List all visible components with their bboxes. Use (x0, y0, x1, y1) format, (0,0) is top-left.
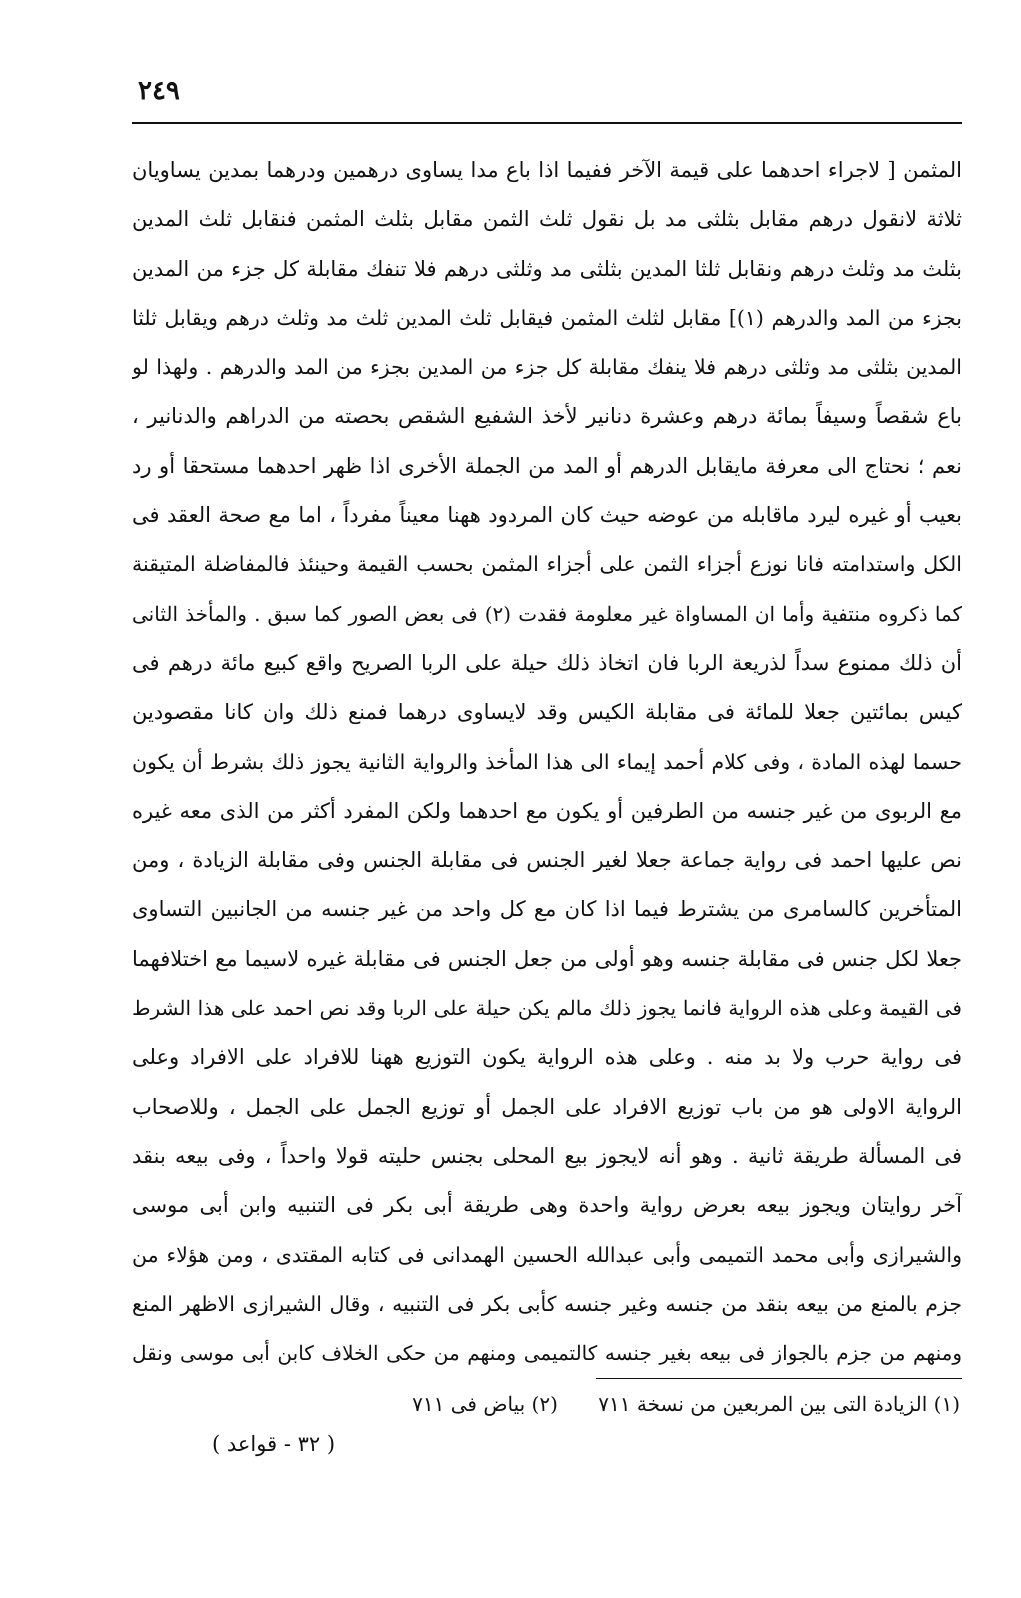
text-line: جعلا لكل جنس فى مقابلة جنسه وهو أولى من جعل الجنس فى مقابلة غيره لاسيما مع اختلافهما (132, 946, 962, 971)
printer-signature: ( ٣٢ - قواعد ) (212, 1432, 336, 1456)
text-line: بجزء من المد والدرهم (١)] مقابل لثلث المثمن فيقابل ثلث المدين ثلث مد وثلث درهم ويقابل ثلثا (132, 305, 962, 330)
text-line: المتأخرين كالسامرى من يشترط فيما اذا كان مع كل واحد من غير جنسه من الجانبين التساوى (132, 897, 962, 922)
text-line: المدين بثلثى مد وثلثى درهم فلا ينفك مقابلة كل جزء من المدين بجزء من المد والدرهم . ولهذا لو (132, 355, 962, 380)
text-line: فى القيمة وعلى هذه الرواية فانما يجوز ذلك مالم يكن حيلة على الربا وقد نص احمد على هذا الشرط (132, 996, 962, 1021)
text-line: بثلث مد وثلث درهم ونقابل ثلثا المدين بثلثى مد وثلثى درهم فلا تنفك مقابلة كل جزء من المدين (132, 256, 962, 281)
text-line: كيس بمائتين جعلا للمائة فى مقابلة الكيس وقد لايساوى درهما فمنع ذلك وان كانا مقصودين (132, 700, 962, 725)
footnote: (١) الزيادة التى بين المربعين من نسخة ٧١١ (598, 1392, 960, 1416)
text-line: أن ذلك ممنوع سداً لذريعة الربا فان اتخاذ ذلك حيلة على الربا الصريح واقع كبيع مائة درهم فى (132, 650, 962, 675)
text-line: والشيرازى وأبى محمد التميمى وأبى عبدالله الحسين الهمدانى فى كتابه المقتدى ، ومن هؤلاء من (132, 1242, 962, 1267)
body-text (132, 146, 962, 1378)
text-line: آخر روايتان ويجوز بيعه بعرض رواية واحدة وهى طريقة أبى بكر فى التنبيه وابن أبى موسى (132, 1193, 962, 1218)
text-line: حسما لهذه المادة ، وفى كلام أحمد إيماء الى هذا المأخذ والرواية الثانية يجوز ذلك بشرط أن يكون (132, 749, 962, 774)
text-line: جزم بالمنع من بيعه بنقد من جنسه وغير جنسه كأبى بكر فى التنبيه ، وقال الشيرازى الاظهر المنع (132, 1291, 962, 1316)
text-line: المثمن [ لاجراء احدهما على قيمة الآخر ففيما اذا باع مدا يساوى درهمين ودرهما بمدين يساويان (132, 158, 962, 182)
page-number: ٢٤٩ (138, 76, 180, 106)
text-line: الرواية الاولى هو من باب توزيع الافراد على الجمل أو توزيع الجمل على الجمل ، وللاصحاب (132, 1094, 962, 1119)
text-line: نص عليها احمد فى رواية جماعة جعلا لغير الجنس فى مقابلة الجنس وفى مقابلة الزيادة ، ومن (132, 848, 962, 873)
text-line: باع شقصاً وسيفاً بمائة درهم وعشرة دنانير لأخذ الشفيع الشقص بحصته من الدراهم والدنانير ، (132, 404, 962, 429)
text-line: ومنهم من جزم بالجواز فى بيعه بغير جنسه كالتميمى ومنهم من حكى الخلاف كابن أبى موسى ونقل (132, 1341, 962, 1366)
text-line: بعيب أو غيره ليرد ماقابله من عوضه حيث كان المردود ههنا معيناً مفرداً ، اما مع صحة العقد فى (132, 503, 962, 528)
footnotes (300, 1388, 960, 1420)
text-line: فى رواية حرب ولا بد منه . وعلى هذه الرواية يكون التوزيع ههنا للافراد على الافراد وعلى (132, 1045, 962, 1070)
text-line: كما ذكروه منتفية وأما ان المساواة غير معلومة فقدت (٢) فى بعض الصور كما سبق . والمأخذ الثانى (132, 601, 962, 626)
text-line: مع الربوى من غير جنسه من الطرفين أو يكون مع احدهما ولكن المفرد أكثر من الذى معه غيره (132, 798, 962, 823)
footnote-rule (596, 1378, 962, 1379)
header-rule (132, 122, 962, 124)
text-line: ثلاثة لانقول درهم مقابل بثلثى مد بل نقول ثلث الثمن مقابل بثلث المثمن فنقابل ثلث المدين (132, 207, 962, 232)
footnote: (٢) بياض فى ٧١١ (412, 1392, 558, 1416)
text-line: نعم ؛ نحتاج الى معرفة مايقابل الدرهم أو المد من الجملة الأخرى اذا ظهر احدهما مستحقا أو رد (132, 453, 962, 478)
text-line: الكل واستدامته فانا نوزع أجزاء الثمن على أجزاء المثمن بحسب القيمة وحينئذ فالمفاضلة المتيقنة (132, 552, 962, 577)
text-line: فى المسألة طريقة ثانية . وهو أنه لايجوز بيع المحلى بجنس حليته قولا واحداً ، وفى بيعه بنقد (132, 1143, 962, 1168)
